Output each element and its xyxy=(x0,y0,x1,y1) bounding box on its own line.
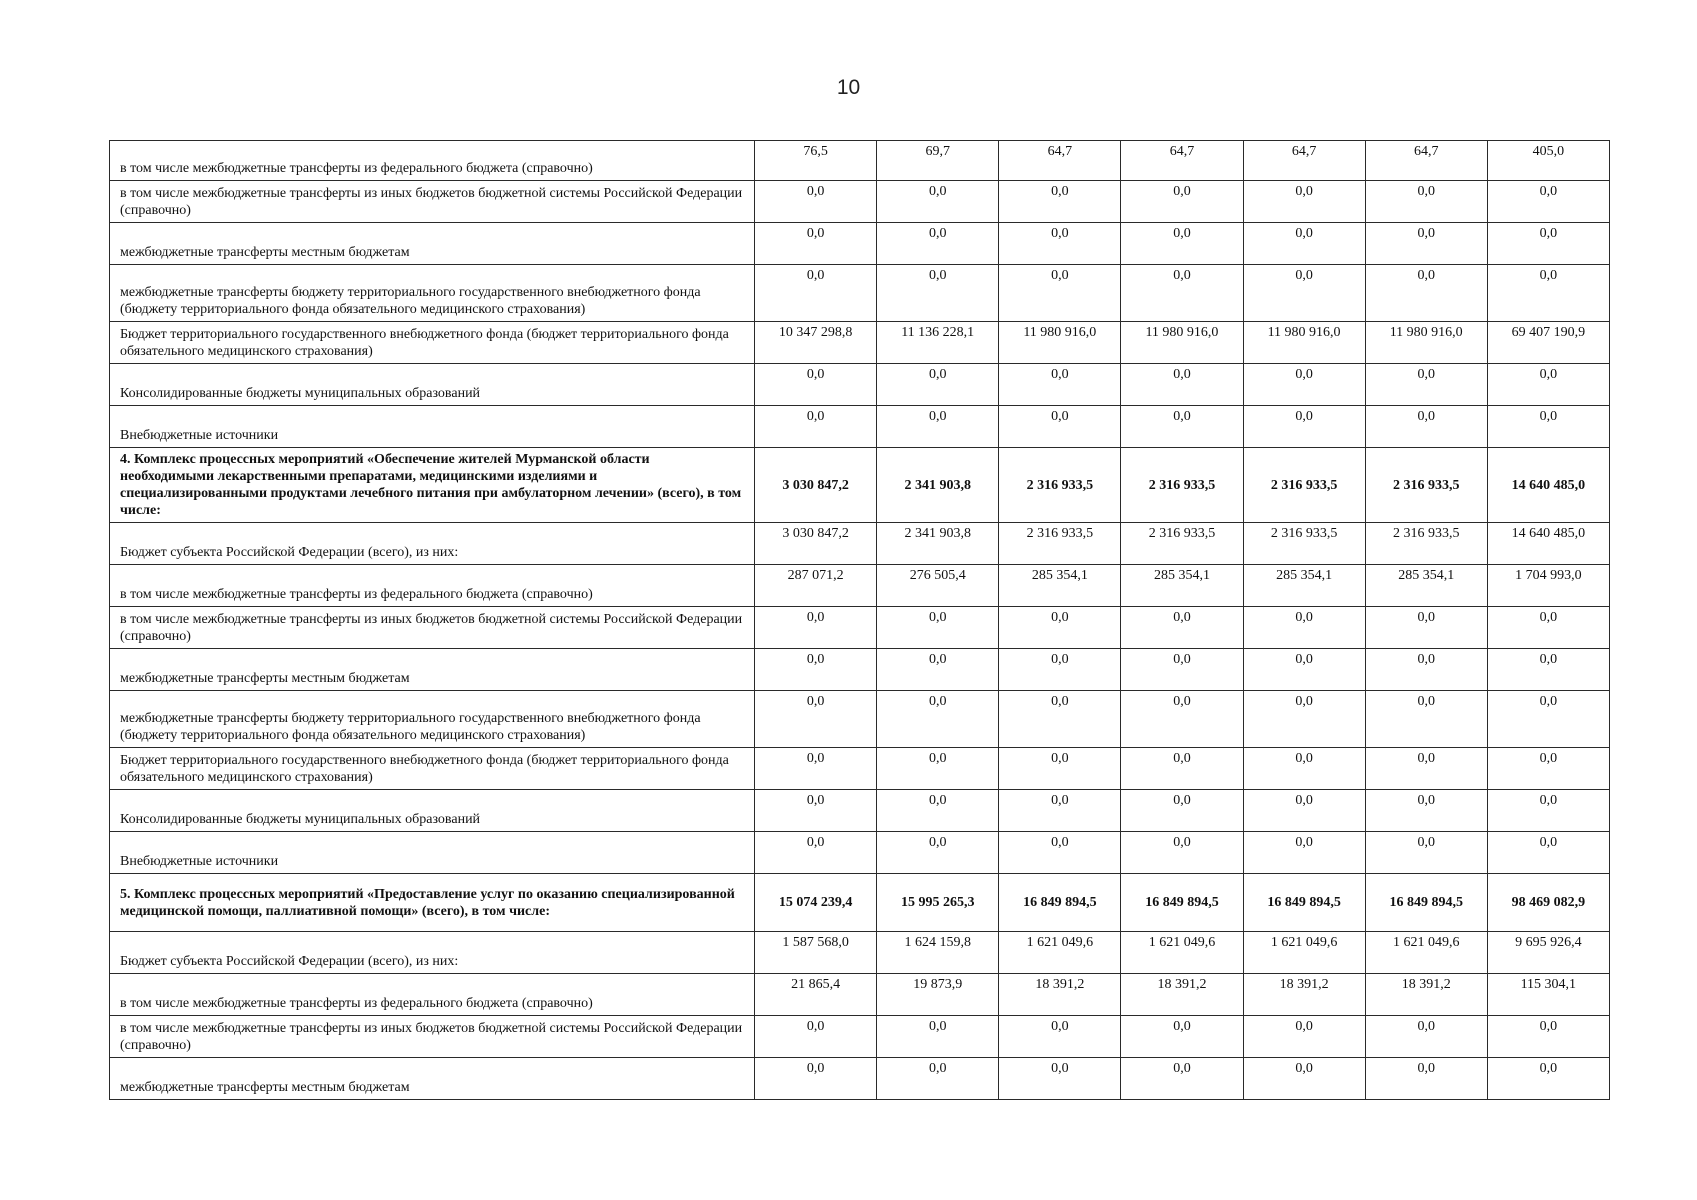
value-cell: 0,0 xyxy=(1365,649,1487,691)
table-row xyxy=(110,141,1610,181)
value-cell: 0,0 xyxy=(1243,649,1365,691)
value-cell: 0,0 xyxy=(877,691,999,748)
value-cell: 9 695 926,4 xyxy=(1487,932,1609,974)
value-cell: 2 316 933,5 xyxy=(1121,523,1243,565)
value-cell: 64,7 xyxy=(1365,141,1487,181)
value-cell: 0,0 xyxy=(999,649,1121,691)
value-cell: 3 030 847,2 xyxy=(755,523,877,565)
value-cell: 0,0 xyxy=(877,265,999,322)
value-cell: 0,0 xyxy=(1365,790,1487,832)
row-label: в том числе межбюджетные трансферты из федерального бюджета (справочно) xyxy=(110,974,755,1016)
value-cell: 0,0 xyxy=(1121,406,1243,448)
value-cell: 0,0 xyxy=(1487,181,1609,223)
value-cell: 64,7 xyxy=(1243,141,1365,181)
table-row xyxy=(110,406,1610,448)
value-cell: 3 030 847,2 xyxy=(755,448,877,523)
value-cell: 0,0 xyxy=(1121,607,1243,649)
value-cell: 2 316 933,5 xyxy=(1121,448,1243,523)
value-cell: 0,0 xyxy=(1121,649,1243,691)
table-row xyxy=(110,932,1610,974)
row-label: межбюджетные трансферты местным бюджетам xyxy=(110,223,755,265)
value-cell: 0,0 xyxy=(1121,832,1243,874)
row-label: Бюджет территориального государственного внебюджетного фонда (бюджет территориального фонда обязательного медицинского страхования) xyxy=(110,748,755,790)
value-cell: 285 354,1 xyxy=(1243,565,1365,607)
table-row xyxy=(110,691,1610,748)
value-cell: 0,0 xyxy=(1487,790,1609,832)
value-cell: 11 980 916,0 xyxy=(1121,322,1243,364)
value-cell: 2 316 933,5 xyxy=(1365,448,1487,523)
value-cell: 0,0 xyxy=(1121,1058,1243,1100)
value-cell: 0,0 xyxy=(1365,406,1487,448)
value-cell: 16 849 894,5 xyxy=(1243,874,1365,932)
value-cell: 0,0 xyxy=(755,607,877,649)
value-cell: 0,0 xyxy=(1487,265,1609,322)
value-cell: 16 849 894,5 xyxy=(1121,874,1243,932)
value-cell: 0,0 xyxy=(1487,223,1609,265)
table-row xyxy=(110,832,1610,874)
value-cell: 0,0 xyxy=(1243,265,1365,322)
value-cell: 1 621 049,6 xyxy=(1365,932,1487,974)
table-row xyxy=(110,974,1610,1016)
value-cell: 98 469 082,9 xyxy=(1487,874,1609,932)
value-cell: 0,0 xyxy=(755,223,877,265)
table-row xyxy=(110,265,1610,322)
value-cell: 0,0 xyxy=(999,790,1121,832)
value-cell: 0,0 xyxy=(1243,406,1365,448)
row-label: Бюджет субъекта Российской Федерации (всего), из них: xyxy=(110,523,755,565)
value-cell: 0,0 xyxy=(1243,607,1365,649)
value-cell: 1 621 049,6 xyxy=(1243,932,1365,974)
value-cell: 0,0 xyxy=(999,607,1121,649)
value-cell: 11 980 916,0 xyxy=(1243,322,1365,364)
table-section-row xyxy=(110,448,1610,523)
value-cell: 0,0 xyxy=(999,691,1121,748)
value-cell: 0,0 xyxy=(1121,1016,1243,1058)
value-cell: 16 849 894,5 xyxy=(1365,874,1487,932)
value-cell: 0,0 xyxy=(877,748,999,790)
value-cell: 0,0 xyxy=(877,406,999,448)
value-cell: 21 865,4 xyxy=(755,974,877,1016)
value-cell: 0,0 xyxy=(999,406,1121,448)
table-row xyxy=(110,565,1610,607)
value-cell: 0,0 xyxy=(1365,691,1487,748)
row-label: в том числе межбюджетные трансферты из иных бюджетов бюджетной системы Российской Федерации (справочно) xyxy=(110,607,755,649)
value-cell: 0,0 xyxy=(1487,691,1609,748)
value-cell: 0,0 xyxy=(1365,223,1487,265)
value-cell: 0,0 xyxy=(1365,748,1487,790)
value-cell: 0,0 xyxy=(1365,832,1487,874)
row-label: в том числе межбюджетные трансферты из федерального бюджета (справочно) xyxy=(110,141,755,181)
page-number: 10 xyxy=(836,76,861,99)
value-cell: 2 316 933,5 xyxy=(999,523,1121,565)
value-cell: 64,7 xyxy=(1121,141,1243,181)
value-cell: 276 505,4 xyxy=(877,565,999,607)
value-cell: 0,0 xyxy=(1243,691,1365,748)
value-cell: 1 621 049,6 xyxy=(1121,932,1243,974)
row-label: в том числе межбюджетные трансферты из федерального бюджета (справочно) xyxy=(110,565,755,607)
value-cell: 0,0 xyxy=(1365,265,1487,322)
value-cell: 0,0 xyxy=(1365,607,1487,649)
value-cell: 18 391,2 xyxy=(1365,974,1487,1016)
value-cell: 0,0 xyxy=(999,223,1121,265)
value-cell: 18 391,2 xyxy=(1243,974,1365,1016)
value-cell: 14 640 485,0 xyxy=(1487,523,1609,565)
value-cell: 16 849 894,5 xyxy=(999,874,1121,932)
value-cell: 287 071,2 xyxy=(755,565,877,607)
value-cell: 0,0 xyxy=(1243,1016,1365,1058)
value-cell: 0,0 xyxy=(1365,181,1487,223)
value-cell: 0,0 xyxy=(755,1016,877,1058)
table-row xyxy=(110,223,1610,265)
row-label: Консолидированные бюджеты муниципальных образований xyxy=(110,790,755,832)
value-cell: 18 391,2 xyxy=(999,974,1121,1016)
value-cell: 0,0 xyxy=(1121,181,1243,223)
value-cell: 0,0 xyxy=(1121,265,1243,322)
value-cell: 0,0 xyxy=(877,223,999,265)
value-cell: 0,0 xyxy=(755,265,877,322)
value-cell: 2 341 903,8 xyxy=(877,448,999,523)
value-cell: 2 316 933,5 xyxy=(1243,448,1365,523)
value-cell: 0,0 xyxy=(1487,406,1609,448)
row-label: в том числе межбюджетные трансферты из иных бюджетов бюджетной системы Российской Федерации (справочно) xyxy=(110,1016,755,1058)
value-cell: 0,0 xyxy=(877,649,999,691)
value-cell: 0,0 xyxy=(755,832,877,874)
row-label: межбюджетные трансферты бюджету территориального государственного внебюджетного фонда (бюджету территориального фонда обязательного медицинского страхования) xyxy=(110,691,755,748)
table-row xyxy=(110,649,1610,691)
value-cell: 0,0 xyxy=(755,649,877,691)
value-cell: 0,0 xyxy=(999,832,1121,874)
value-cell: 0,0 xyxy=(755,1058,877,1100)
table-row xyxy=(110,607,1610,649)
value-cell: 0,0 xyxy=(877,181,999,223)
value-cell: 0,0 xyxy=(1243,1058,1365,1100)
value-cell: 64,7 xyxy=(999,141,1121,181)
value-cell: 0,0 xyxy=(755,691,877,748)
value-cell: 69,7 xyxy=(877,141,999,181)
value-cell: 0,0 xyxy=(1365,1058,1487,1100)
value-cell: 0,0 xyxy=(755,181,877,223)
value-cell: 0,0 xyxy=(877,364,999,406)
value-cell: 285 354,1 xyxy=(1121,565,1243,607)
row-label: Бюджет территориального государственного внебюджетного фонда (бюджет территориального фонда обязательного медицинского страхования) xyxy=(110,322,755,364)
table-row xyxy=(110,1058,1610,1100)
value-cell: 0,0 xyxy=(999,181,1121,223)
value-cell: 285 354,1 xyxy=(999,565,1121,607)
value-cell: 0,0 xyxy=(999,265,1121,322)
value-cell: 0,0 xyxy=(1487,607,1609,649)
value-cell: 76,5 xyxy=(755,141,877,181)
value-cell: 11 136 228,1 xyxy=(877,322,999,364)
row-label: Бюджет субъекта Российской Федерации (всего), из них: xyxy=(110,932,755,974)
row-label: 4. Комплекс процессных мероприятий «Обеспечение жителей Мурманской области необходимыми лекарственными препаратами, медицинскими изделиями и специализированными продуктами лечебного питания при амбулаторном лечении» (всего), в том числе: xyxy=(110,448,755,523)
row-label: межбюджетные трансферты местным бюджетам xyxy=(110,649,755,691)
value-cell: 0,0 xyxy=(1487,1058,1609,1100)
value-cell: 0,0 xyxy=(1487,832,1609,874)
value-cell: 285 354,1 xyxy=(1365,565,1487,607)
value-cell: 405,0 xyxy=(1487,141,1609,181)
value-cell: 69 407 190,9 xyxy=(1487,322,1609,364)
table-section-row xyxy=(110,874,1610,932)
value-cell: 0,0 xyxy=(1243,181,1365,223)
value-cell: 0,0 xyxy=(1487,748,1609,790)
table-body xyxy=(110,141,1610,1100)
budget-table xyxy=(109,140,1610,1100)
row-label: Консолидированные бюджеты муниципальных образований xyxy=(110,364,755,406)
table-row xyxy=(110,322,1610,364)
value-cell: 1 704 993,0 xyxy=(1487,565,1609,607)
row-label: в том числе межбюджетные трансферты из иных бюджетов бюджетной системы Российской Федерации (справочно) xyxy=(110,181,755,223)
value-cell: 0,0 xyxy=(755,364,877,406)
value-cell: 0,0 xyxy=(1487,1016,1609,1058)
value-cell: 0,0 xyxy=(1243,748,1365,790)
table-row xyxy=(110,1016,1610,1058)
value-cell: 18 391,2 xyxy=(1121,974,1243,1016)
value-cell: 0,0 xyxy=(999,364,1121,406)
row-label: межбюджетные трансферты бюджету территориального государственного внебюджетного фонда (бюджету территориального фонда обязательного медицинского страхования) xyxy=(110,265,755,322)
value-cell: 0,0 xyxy=(1365,364,1487,406)
value-cell: 0,0 xyxy=(755,748,877,790)
table-row xyxy=(110,748,1610,790)
value-cell: 0,0 xyxy=(877,607,999,649)
value-cell: 0,0 xyxy=(1243,223,1365,265)
table-row xyxy=(110,790,1610,832)
value-cell: 0,0 xyxy=(1243,832,1365,874)
row-label: Внебюджетные источники xyxy=(110,406,755,448)
value-cell: 0,0 xyxy=(1121,691,1243,748)
table-row xyxy=(110,523,1610,565)
row-label: 5. Комплекс процессных мероприятий «Предоставление услуг по оказанию специализированной медицинской помощи, паллиативной помощи» (всего), в том числе: xyxy=(110,874,755,932)
value-cell: 10 347 298,8 xyxy=(755,322,877,364)
value-cell: 0,0 xyxy=(1243,790,1365,832)
value-cell: 0,0 xyxy=(755,790,877,832)
value-cell: 0,0 xyxy=(877,790,999,832)
value-cell: 1 621 049,6 xyxy=(999,932,1121,974)
value-cell: 0,0 xyxy=(1365,1016,1487,1058)
value-cell: 0,0 xyxy=(755,406,877,448)
value-cell: 115 304,1 xyxy=(1487,974,1609,1016)
row-label: межбюджетные трансферты местным бюджетам xyxy=(110,1058,755,1100)
value-cell: 0,0 xyxy=(1121,748,1243,790)
value-cell: 15 995 265,3 xyxy=(877,874,999,932)
value-cell: 0,0 xyxy=(1487,364,1609,406)
value-cell: 0,0 xyxy=(1121,790,1243,832)
table-row xyxy=(110,364,1610,406)
value-cell: 14 640 485,0 xyxy=(1487,448,1609,523)
value-cell: 0,0 xyxy=(999,1016,1121,1058)
value-cell: 0,0 xyxy=(999,748,1121,790)
value-cell: 2 316 933,5 xyxy=(1243,523,1365,565)
value-cell: 0,0 xyxy=(999,1058,1121,1100)
value-cell: 0,0 xyxy=(1121,223,1243,265)
value-cell: 11 980 916,0 xyxy=(999,322,1121,364)
value-cell: 0,0 xyxy=(1121,364,1243,406)
value-cell: 0,0 xyxy=(1243,364,1365,406)
value-cell: 11 980 916,0 xyxy=(1365,322,1487,364)
value-cell: 1 624 159,8 xyxy=(877,932,999,974)
value-cell: 0,0 xyxy=(1487,649,1609,691)
row-label: Внебюджетные источники xyxy=(110,832,755,874)
value-cell: 0,0 xyxy=(877,1058,999,1100)
value-cell: 15 074 239,4 xyxy=(755,874,877,932)
table-row xyxy=(110,181,1610,223)
value-cell: 2 341 903,8 xyxy=(877,523,999,565)
value-cell: 19 873,9 xyxy=(877,974,999,1016)
value-cell: 2 316 933,5 xyxy=(1365,523,1487,565)
value-cell: 0,0 xyxy=(877,832,999,874)
value-cell: 2 316 933,5 xyxy=(999,448,1121,523)
value-cell: 0,0 xyxy=(877,1016,999,1058)
value-cell: 1 587 568,0 xyxy=(755,932,877,974)
